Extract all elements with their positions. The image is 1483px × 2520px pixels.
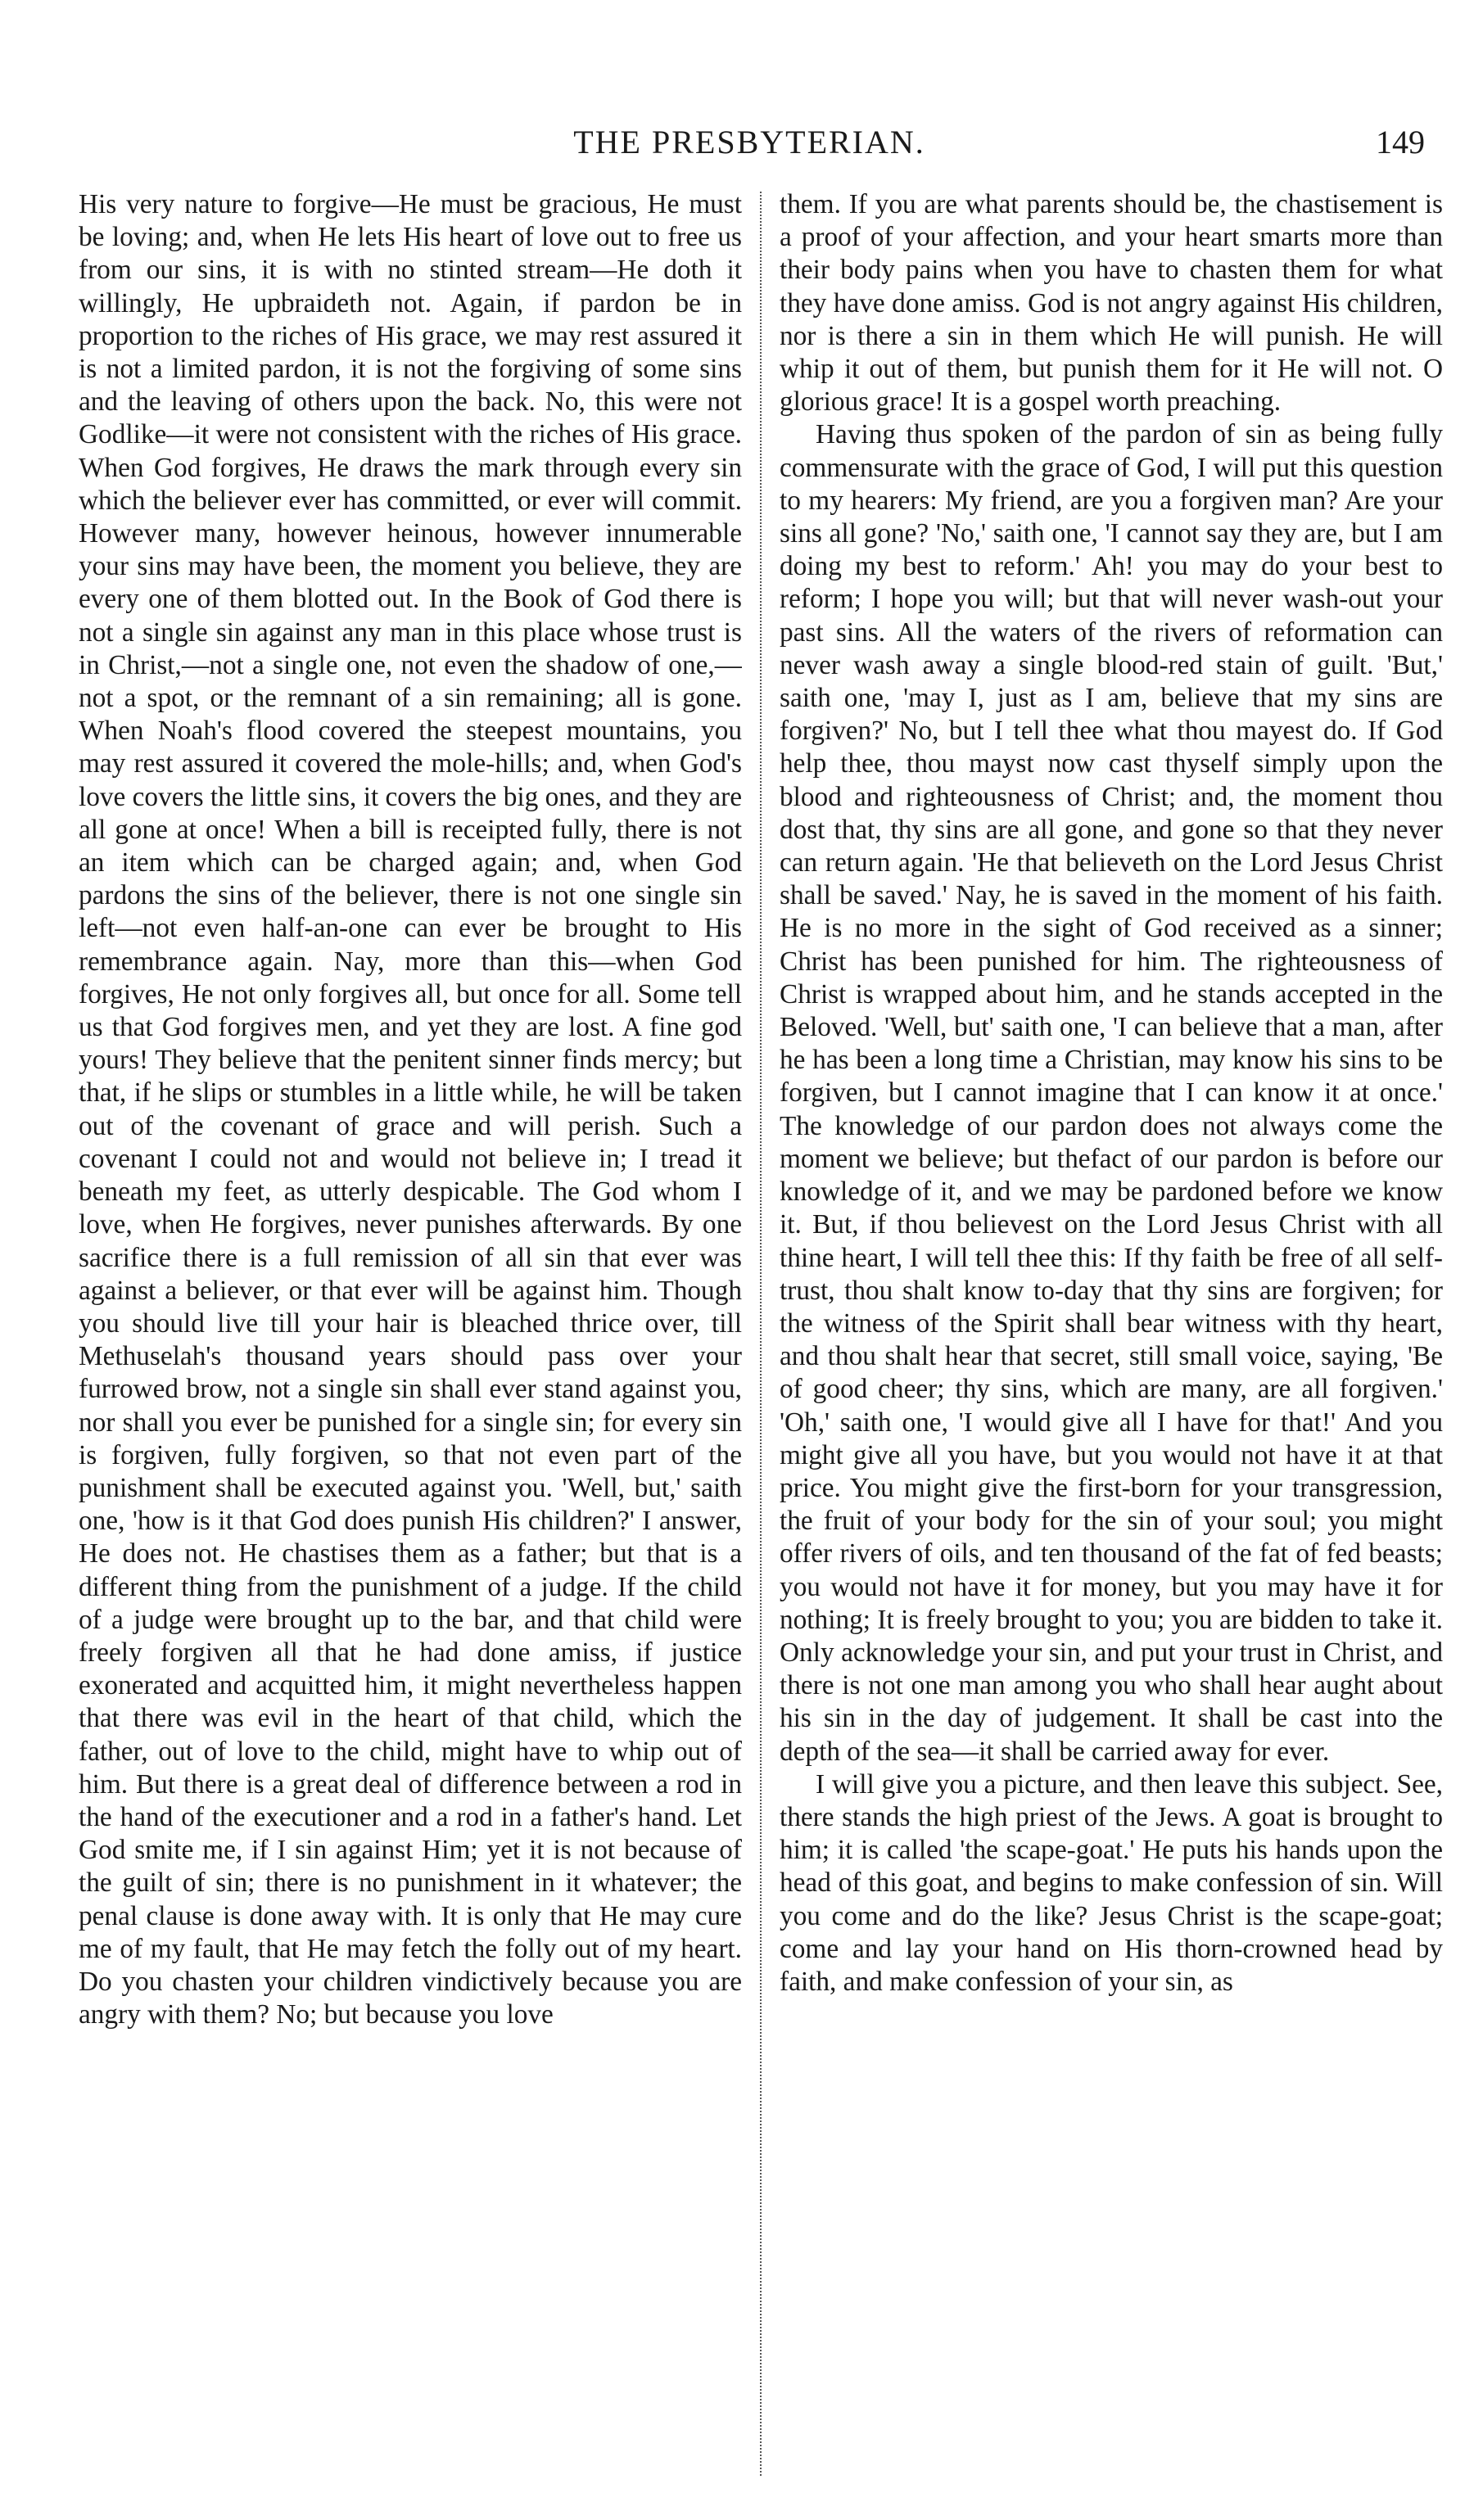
page-header bbox=[74, 118, 1425, 167]
right-column-paragraph-3: I will give you a picture, and then leave this subject. See, there stands the high priest of the Jews. A goat is brought to him; it is called 'the scape-goat.' He puts his hands upon the head of this goat, and begins to make confession of sin. Will you come and do the like? Jesus Christ is the scape-goat; come and lay your hand on His thorn-crowned head by faith, and make confession of your sin, as bbox=[780, 1768, 1443, 1997]
page-number: 149 bbox=[1376, 124, 1425, 160]
left-column-paragraph-1: His very nature to forgive—He must be gracious, He must be loving; and, when He lets His heart of love out to free us from our sins, it is with no stinted stream—He doth it willingly, He upbraideth not. Again, if pardon be in proportion to the riches of His grace, we may rest assured it is not a limited pardon, it is not the forgiving of some sins and the leaving of others upon the back. No, this were not Godlike—it were not consistent with the riches of His grace. When God forgives, He draws the mark through every sin which the believer ever has committed, or ever will commit. However many, however heinous, however innumerable your sins may have been, the moment you believe, they are every one of them blotted out. In the Book of God there is not a single sin against any man in this place whose trust is in Christ,—not a single one, not even the shadow of one,—not a spot, or the remnant of a sin remaining; all is gone. When Noah's flood covered the steepest mountains, you may rest assured it covered the mole-hills; and, when God's love covers the little sins, it covers the big ones, and they are all gone at once! When a bill is receipted fully, there is not an item which can be charged again; and, when God pardons the sins of the believer, there is not one single sin left—not even half-an-one can ever be brought to His remembrance again. Nay, more than this—when God forgives, He not only forgives all, but once for all. Some tell us that God forgives men, and yet they are lost. A fine god yours! They believe that the penitent sinner finds mercy; but that, if he slips or stumbles in a little while, he will be taken out of the covenant of grace and will perish. Such a covenant I could not and would not believe in; I tread it beneath my feet, as utterly despicable. The God whom I love, when He forgives, never punishes afterwards. By one sacrifice there is a full remission of all sin that ever was against a believer, or that ever will be against him. Though you should live till your hair is bleached thrice over, till Methuselah's thousand years should pass over your furrowed brow, not a single sin shall ever stand against you, nor shall you ever be punished for a single sin; for every sin is forgiven, fully forgiven, so that not even part of the punishment shall be executed against you. 'Well, but,' saith one, 'how is it that God does punish His children?' I answer, He does not. He chastises them as a father; but that is a different thing from the punishment of a judge. If the child of a judge were brought up to the bar, and that child were freely forgiven all that he had done amiss, if justice exonerated and acquitted him, it might nevertheless happen that there was evil in the heart of that child, which the father, out of love to the child, might have to whip out of him. But there is a great deal of difference between a rod in the hand of the executioner and a rod in a father's hand. Let God smite me, if I sin against Him; yet it is not because of the guilt of sin; there is no punishment in it whatever; the penal clause is done away with. It is only that He may cure me of my fault, that He may fetch the folly out of my heart. Do you chasten your children vindictively because you are angry with them? No; but because you love bbox=[79, 189, 742, 2030]
left-column bbox=[79, 188, 742, 2481]
running-title: THE PRESBYTERIAN. bbox=[573, 124, 925, 160]
right-column-paragraph-1: them. If you are what parents should be, the chastisement is a proof of your affection, and your heart smarts more than their body pains when you have to chasten them for what they have done amiss. God is not angry against His children, nor is there a sin in them which He will punish. He will whip it out of them, but punish them for it He will not. O glorious grace! It is a gospel worth preaching. bbox=[780, 189, 1443, 418]
column-divider bbox=[760, 192, 762, 2476]
right-column bbox=[780, 188, 1443, 2481]
right-column-paragraph-2: Having thus spoken of the pardon of sin as being fully commensurate with the grace of God, I will put this question to my hearers: My friend, are you a forgiven man? Are your sins all gone? 'No,' saith one, 'I cannot say they are, but I am doing my best to reform.' Ah! you may do your best to reform; I hope you will; but that will never wash-out your past sins. All the waters of the rivers of reformation can never wash away a single blood-red stain of guilt. 'But,' saith one, 'may I, just as I am, believe that my sins are forgiven?' No, but I tell thee what thou mayest do. If God help thee, thou mayst now cast thyself simply upon the blood and righteousness of Christ; and, the moment thou dost that, thy sins are all gone, and gone so that they never can return again. 'He that believeth on the Lord Jesus Christ shall be saved.' Nay, he is saved in the moment of his faith. He is no more in the sight of God received as a sinner; Christ has been punished for him. The righteousness of Christ is wrapped about him, and he stands accepted in the Beloved. 'Well, but' saith one, 'I can believe that a man, after he has been a long time a Christian, may know his sins to be forgiven, but I cannot imagine that I can know it at once.' The knowledge of our pardon does not always come the moment we believe; but thefact of our pardon is before our knowledge of it, and we may be pardoned before we know it. But, if thou believest on the Lord Jesus Christ with all thine heart, I will tell thee this: If thy faith be free of all self-trust, thou shalt know to-day that thy sins are forgiven; for the witness of the Spirit shall bear witness with thy heart, and thou shalt hear that secret, still small voice, saying, 'Be of good cheer; thy sins, which are many, are all forgiven.' 'Oh,' saith one, 'I would give all I have for that!' And you might give all you have, but you would not have it at that price. You might give the first-born for your transgression, the fruit of your body for the sin of your soul; you might offer rivers of oils, and ten thousand of the fat of fed beasts; you would not have it for money, but you may have it for nothing; It is freely brought to you; you are bidden to take it. Only acknowledge your sin, and put your trust in Christ, and there is not one man among you who shall hear aught about his sin in the day of judgement. It shall be cast into the depth of the sea—it shall be carried away for ever. bbox=[780, 419, 1443, 1767]
